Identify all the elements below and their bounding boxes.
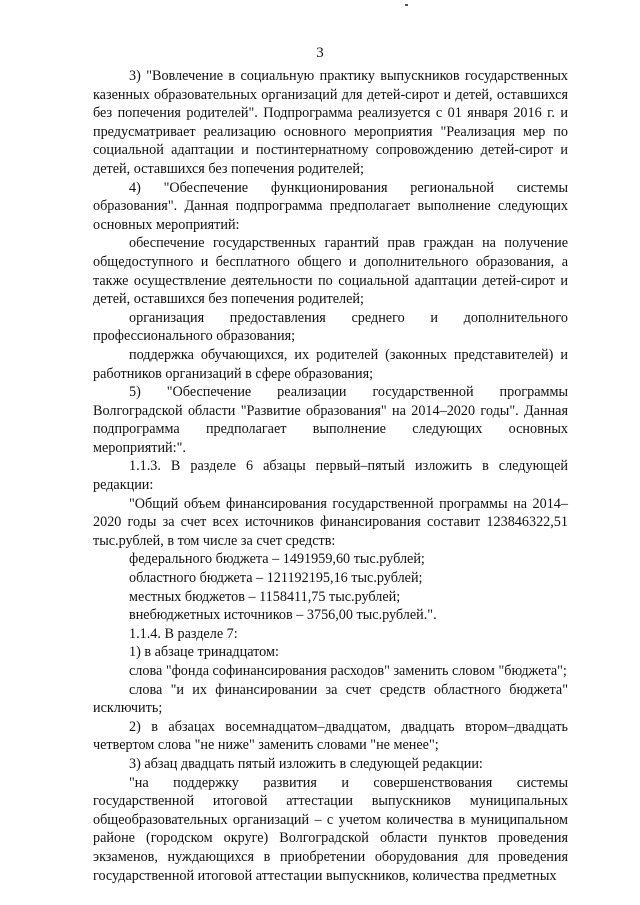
paragraph: 5) "Обеспечение реализации государственной программы Волгоградской области "Развитие образования" на 2014–2020 годы". Данная подпрограмма предполагает выполнение следующих основных мероприятий:".	[93, 384, 568, 456]
paragraph: слова "и их финансировании за счет средств областного бюджета" исключить;	[93, 681, 568, 717]
scan-speck	[405, 4, 408, 6]
paragraph: организация предоставления среднего и дополнительного профессионального образования;	[93, 309, 568, 345]
paragraph: 1.1.3. В разделе 6 абзацы первый–пятый изложить в следующей редакции:	[93, 458, 568, 494]
paragraph: слова "фонда софинансирования расходов" заменить словом "бюджета";	[129, 663, 567, 679]
paragraph: обеспечение государственных гарантий прав граждан на получение общедоступного и бесплатного общего и дополнительного образования, а также осуществление деятельности по социальной адаптации детей-сирот и детей, оставшихся без попечения родителей;	[93, 235, 568, 308]
paragraph: 3) абзац двадцать пятый изложить в следующей редакции:	[129, 755, 483, 772]
page-number: 3	[316, 45, 324, 61]
paragraph: 2) в абзацах восемнадцатом–двадцатом, двадцать втором–двадцать четвертом слова "не ниже" заменить словами "не менее";	[93, 718, 568, 754]
paragraph: внебюджетных источников – 3756,00 тыс.рублей.".	[129, 607, 437, 624]
paragraph: федерального бюджета – 1491959,60 тыс.рублей;	[129, 551, 425, 568]
paragraph: 4) "Обеспечение функционирования региональной системы образования". Данная подпрограмма предполагает выполнение следующих основных мероприятий:	[93, 179, 568, 233]
document-body	[93, 67, 568, 885]
paragraph: местных бюджетов – 1158411,75 тыс.рублей;	[129, 588, 401, 605]
paragraph: 1.1.4. В разделе 7:	[129, 625, 238, 642]
paragraph: поддержка обучающихся, их родителей (законных представителей) и работников организаций в сфере образования;	[93, 346, 568, 382]
paragraph: 3) "Вовлечение в социальную практику выпускников государственных казенных образовательных организаций для детей-сирот и детей, оставшихся без попечения родителей". Подпрограмма реализуется с 01 января 2016 г. и предусматривает реализацию основного мероприятия "Реализация мер по социальной адаптации и постинтернатному сопровождению детей-сирот и детей, оставшихся без попечения родителей;	[93, 68, 568, 177]
paragraph: "на поддержку развития и совершенствования системы государственной итоговой аттестации выпускников муниципальных общеобразовательных организаций – с учетом количества в муниципальном районе (городском округе) Волгоградской области пунктов проведения экзаменов, нуждающихся в приобретении оборудования для проведения государственной итоговой аттестации выпускников, количества предметных	[93, 774, 568, 884]
paragraph: областного бюджета – 121192195,16 тыс.рублей;	[129, 570, 423, 587]
paragraph: "Общий объем финансирования государственной программы на 2014–2020 годы за счет всех источников финансирования составит 123846322,51 тыс.рублей, в том числе за счет средств:	[93, 495, 568, 549]
paragraph: 1) в абзаце тринадцатом:	[129, 644, 279, 661]
